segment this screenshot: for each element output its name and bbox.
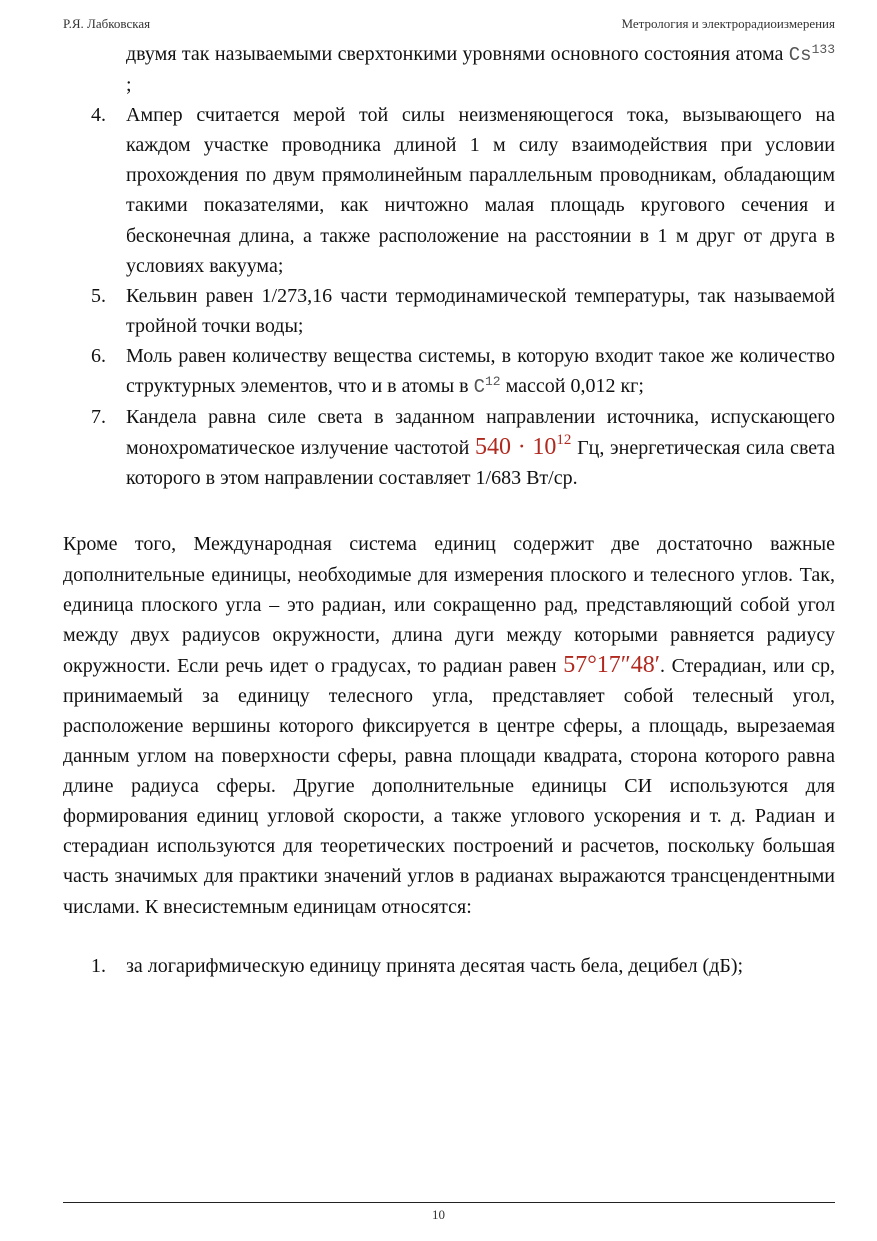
list-item xyxy=(63,281,835,341)
header-title: Метрология и электрорадиоизмерения xyxy=(621,16,835,31)
list-item xyxy=(63,341,835,402)
list-item xyxy=(63,100,835,281)
item-text: двумя так называемыми сверхтонкими уровнями основного состояния атома xyxy=(126,43,789,65)
item-number: 4. xyxy=(91,104,106,127)
item-tail: Гц, энергетическая сила света которого в этом направлении составляет 1/683 Вт/ср. xyxy=(126,437,836,490)
item-tail: ; xyxy=(126,74,132,97)
page-body xyxy=(63,39,835,981)
item-tail: массой 0,012 кг; xyxy=(500,375,644,398)
formula-base: 540 · 10 xyxy=(475,434,557,461)
item-number: 7. xyxy=(91,406,106,429)
footer-divider xyxy=(63,1202,835,1203)
chem-element: Cs xyxy=(788,44,812,66)
formula-exponent: 12 xyxy=(556,432,572,449)
page-number: 10 xyxy=(432,1207,445,1222)
formula-angle: 57°17″48′ xyxy=(563,651,661,678)
item-text: Кельвин равен 1/273,16 части термодинамической температуры, так называемой тройной точки воды; xyxy=(126,284,835,337)
list-item xyxy=(63,402,835,493)
item-text: Ампер считается мерой той силы неизменяющегося тока, вызывающего на каждом участке проводника длиной 1 м силу взаимодействия при условии прохождения по двум прямолинейным параллельным проводникам, обладающим такими показателями, как ничтожно малая площадь кругового сечения и бесконечная длина, а также расположение на расстоянии в 1 м друг от друга в условиях вакуума; xyxy=(126,104,835,277)
chem-c xyxy=(474,376,501,398)
list-item xyxy=(63,951,835,981)
body-paragraph xyxy=(63,529,835,921)
item-text: Моль равен количеству вещества системы, в которую входит такое же количество структурных элементов, что и в атомы в xyxy=(126,344,835,398)
formula-frequency xyxy=(475,434,571,460)
item-number: 6. xyxy=(91,344,106,367)
list-item-continuation xyxy=(63,39,835,100)
page-header xyxy=(63,16,835,36)
item-text: Кандела равна силе света в заданном направлении источника, испускающего монохроматическое излучение частотой xyxy=(126,406,835,460)
chem-cs xyxy=(789,44,835,66)
item-text: за логарифмическую единицу принята десятая часть бела, децибел (дБ); xyxy=(126,954,744,977)
paragraph-text: . Стерадиан, или ср, принимаемый за единицу телесного угла, представляет собой телесный угол, расположение вершины которого фиксируется в центре сферы, а площадь, вырезаемая данным углом на поверхности сферы, равна площади квадрата, сторона которого равна длине радиуса сферы. Другие дополнительные единицы СИ используются для формирования единиц угловой скорости, а также углового ускорения и т. д. Радиан и стерадиан используются для теоретических построений и расчетов, поскольку большая часть значимых для практики значений углов в радианах выражаются трансцендентными числами. К внесистемным единицам относятся: xyxy=(63,654,836,918)
item-number: 5. xyxy=(91,284,106,307)
chem-element: C xyxy=(473,376,485,399)
header-author: Р.Я. Лабковская xyxy=(63,16,151,31)
chem-mass: 133 xyxy=(811,42,835,57)
paragraph-text: Кроме того, Международная система единиц содержит две достаточно важные дополнительные единицы, необходимые для измерения плоского и телесного углов. Так, единица плоского угла – это радиан, или сокращенно рад, представляющий собой угол между двух радиусов окружности, длина дуги между которыми равняется радиусу окружности. Если речь идет о градусах, то радиан равен xyxy=(63,533,835,677)
item-number: 1. xyxy=(91,954,106,977)
chem-mass: 12 xyxy=(484,374,501,390)
